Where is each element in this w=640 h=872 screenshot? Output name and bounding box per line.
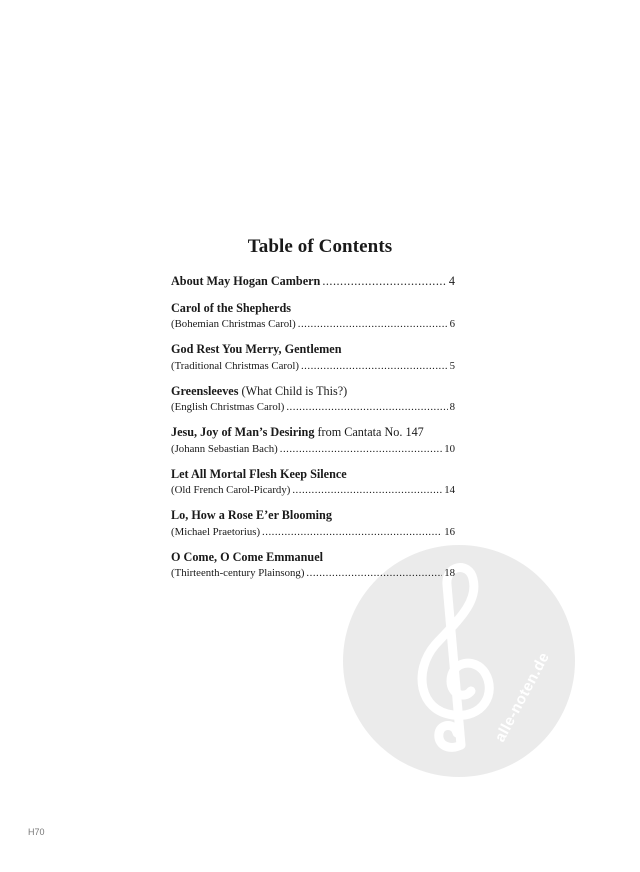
dot-leader [286, 400, 447, 415]
toc-entry-about[interactable] [171, 272, 455, 291]
toc-entry-line [171, 506, 455, 525]
toc-entry-title-suffix [238, 382, 347, 401]
toc-entry-line [171, 382, 455, 401]
toc-entry-subtitle: (Thirteenth-century Plainsong) [171, 567, 305, 579]
toc-entry-subtitle: (Bohemian Christmas Carol) [171, 318, 296, 330]
toc-entry-title-suffix-text: from Cantata No. 147 [317, 425, 424, 439]
toc-entry-carol-of-the-shepherds[interactable] [171, 299, 455, 333]
toc-entry-page: 10 [444, 442, 455, 455]
toc-entry-lo-how-a-rose[interactable] [171, 506, 455, 540]
toc-entry-o-come-emmanuel[interactable] [171, 548, 455, 582]
toc-entry-page: 6 [449, 318, 455, 330]
toc-entry-subline [171, 525, 455, 540]
toc-entry-title-suffix-text: (What Child is This?) [241, 383, 348, 398]
toc-entry-page: 4 [448, 274, 455, 288]
toc-entry-let-all-mortal-flesh[interactable] [171, 465, 455, 499]
footer-code: H70 [28, 827, 45, 837]
toc-entry-page: 16 [444, 525, 455, 538]
toc-entry-line [171, 548, 455, 567]
toc-entry-title: O Come, O Come Emmanuel [171, 549, 323, 564]
toc-entry-line [171, 423, 455, 442]
toc-entry-title: Lo, How a Rose E’er Blooming [171, 508, 332, 522]
toc-list [171, 272, 455, 581]
toc-entry-subline [171, 317, 455, 332]
toc-entry-title: Jesu, Joy of Man’s Desiring [171, 425, 315, 439]
toc-entry-subtitle: (Old French Carol-Picardy) [171, 484, 291, 496]
toc-entry-title: Carol of the Shepherds [171, 300, 291, 315]
toc-entry-subtitle: (Michael Praetorius) [171, 525, 261, 538]
toc-entry-line [171, 340, 455, 359]
watermark-text: alle-noten.de [491, 649, 554, 745]
toc-entry-subline [171, 566, 455, 581]
dot-leader [280, 442, 442, 457]
toc-entry-title: Greensleeves [171, 383, 239, 398]
toc-entry-page: 5 [449, 359, 455, 372]
toc-entry-subline [171, 359, 455, 374]
dot-leader [292, 483, 442, 498]
toc-entry-page: 18 [444, 567, 455, 579]
dot-leader [301, 359, 448, 374]
toc-entry-subline [171, 442, 455, 457]
toc-entry-subtitle: (Traditional Christmas Carol) [171, 359, 299, 372]
toc-entry-line [171, 272, 455, 291]
toc-title: Table of Contents [247, 236, 393, 257]
toc-entry-title-suffix [314, 423, 423, 442]
toc-entry-title: God Rest You Merry, Gentlemen [171, 342, 342, 356]
toc-entry-god-rest-you-merry[interactable] [171, 340, 455, 374]
toc-entry-greensleeves[interactable] [171, 382, 455, 416]
toc-entry-jesu-joy[interactable] [171, 423, 455, 457]
dot-leader [306, 566, 442, 581]
toc-entry-page: 14 [444, 484, 455, 496]
dot-leader [262, 525, 442, 540]
dot-leader [298, 317, 448, 332]
dot-leader [322, 272, 447, 291]
toc-entry-subtitle: (Johann Sebastian Bach) [171, 442, 278, 455]
toc-entry-subline [171, 400, 455, 415]
toc-entry-subtitle: (English Christmas Carol) [171, 401, 285, 413]
toc-entry-line [171, 465, 455, 484]
toc-entry-page: 8 [449, 401, 455, 413]
toc-entry-title: About May Hogan Cambern [171, 274, 321, 288]
toc-entry-subline [171, 483, 455, 498]
toc-entry-title: Let All Mortal Flesh Keep Silence [171, 466, 347, 481]
toc-entry-line [171, 299, 455, 318]
